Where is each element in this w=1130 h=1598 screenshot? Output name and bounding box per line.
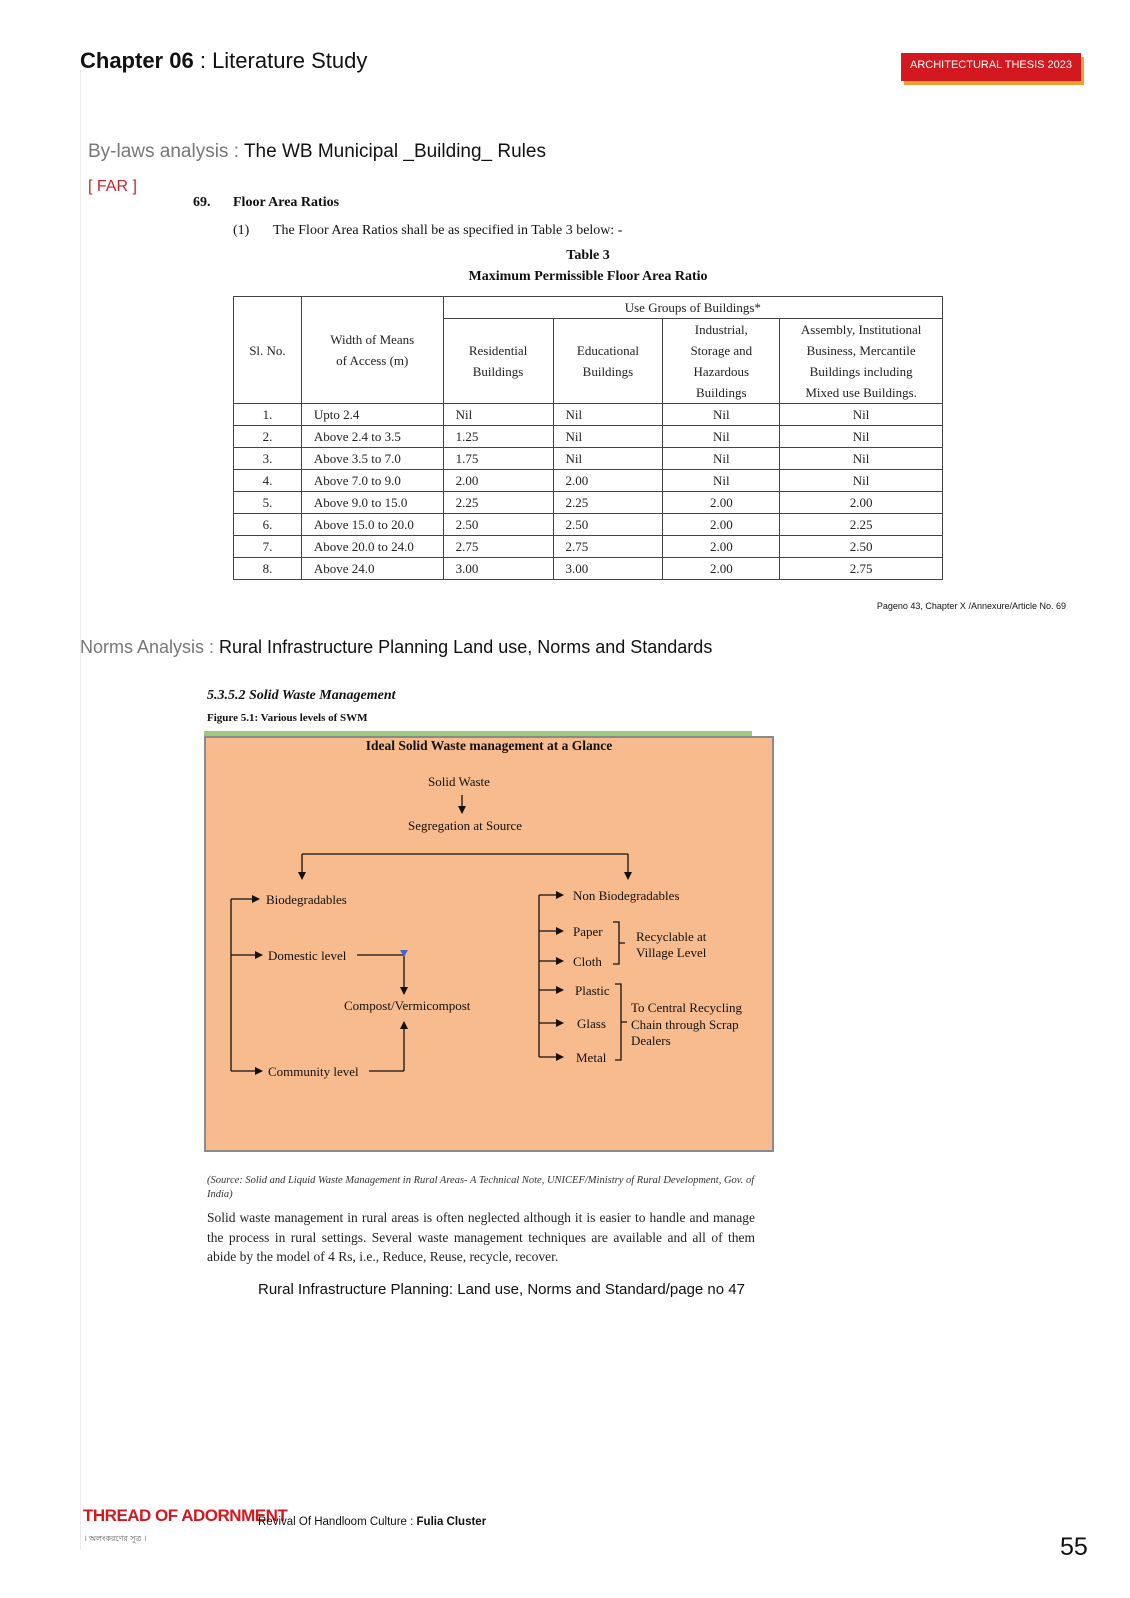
bylaws-heading: By-laws analysis : The WB Municipal _Building_ Rules: [88, 141, 546, 162]
table-cell: Nil: [553, 448, 663, 470]
node-paper: Paper: [573, 924, 603, 939]
node-community: Community level: [268, 1064, 359, 1079]
table-cell: 2.75: [780, 558, 943, 580]
table-cell: 3.00: [443, 558, 553, 580]
table-cell: 2.: [234, 426, 302, 448]
logo-subtitle: । অলংকরণের সূত্র ।: [84, 1534, 147, 1543]
table-cell: 1.25: [443, 426, 553, 448]
table-cell: Above 7.0 to 9.0: [301, 470, 443, 492]
thesis-badge: ARCHITECTURAL THESIS 2023: [901, 53, 1081, 81]
node-segregation: Segregation at Source: [408, 818, 523, 833]
far-table: [233, 296, 943, 580]
table-cell: Upto 2.4: [301, 404, 443, 426]
table-cell: Nil: [553, 426, 663, 448]
table-cell: Nil: [443, 404, 553, 426]
table-cell: 2.00: [663, 536, 780, 558]
rule-number: 69.: [193, 195, 211, 210]
swm-section-title: 5.3.5.2 Solid Waste Management: [207, 688, 396, 703]
table-cell: Nil: [663, 426, 780, 448]
table-cell: 2.25: [443, 492, 553, 514]
central-recycling-brace: [615, 984, 627, 1060]
col-header-educational: Educational Buildings: [553, 319, 663, 404]
table-row: [234, 426, 943, 448]
node-glass: Glass: [577, 1016, 606, 1031]
clause-number: (1): [233, 223, 250, 238]
table-cell: 2.50: [780, 536, 943, 558]
table-cell: 5.: [234, 492, 302, 514]
node-compost: Compost/Vermicompost: [344, 998, 471, 1013]
page-number: 55: [1060, 1533, 1088, 1561]
table-row: [234, 404, 943, 426]
node-cloth: Cloth: [573, 954, 602, 969]
table-cell: 3.: [234, 448, 302, 470]
table-cell: Nil: [780, 470, 943, 492]
table-cell: 2.75: [443, 536, 553, 558]
node-solid-waste: Solid Waste: [428, 774, 490, 789]
node-biodegradables: Biodegradables: [266, 892, 347, 907]
table-cell: 2.00: [663, 514, 780, 536]
table-cell: 4.: [234, 470, 302, 492]
table-source: Pageno 43, Chapter X /Annexure/Article No. 69: [876, 601, 1066, 611]
table-cell: 6.: [234, 514, 302, 536]
table-cell: Nil: [780, 426, 943, 448]
table-row: [234, 514, 943, 536]
diagram-source-note: (Source: Solid and Liquid Waste Management in Rural Areas- A Technical Note, UNICEF/Ministry of Rural Development, Gov. of India): [207, 1175, 755, 1200]
margin-rule: [80, 70, 81, 1550]
domestic-marker: [400, 950, 408, 957]
recyclable-brace: [613, 922, 625, 964]
rule-title: Floor Area Ratios: [233, 195, 340, 210]
far-table-body: [234, 404, 943, 580]
table-cell: Nil: [780, 448, 943, 470]
table-cell: 1.: [234, 404, 302, 426]
table-cell: 2.00: [663, 492, 780, 514]
table-cell: Above 15.0 to 20.0: [301, 514, 443, 536]
table-row: [234, 448, 943, 470]
swm-figure-label: Figure 5.1: Various levels of SWM: [207, 712, 368, 724]
table-cell: 2.50: [553, 514, 663, 536]
table-cell: 3.00: [553, 558, 663, 580]
table-caption: Maximum Permissible Floor Area Ratio: [468, 269, 708, 284]
node-recyclable: Recyclable at Village Level: [636, 929, 707, 960]
diagram-title: Ideal Solid Waste management at a Glance: [365, 738, 613, 753]
table-cell: Nil: [553, 404, 663, 426]
sl-header: Sl. No.: [234, 297, 302, 404]
table-cell: Nil: [663, 470, 780, 492]
table-cell: 1.75: [443, 448, 553, 470]
col-header-assembly: Assembly, Institutional Business, Mercantile Buildings including Mixed use Buildings.: [780, 319, 943, 404]
norms-page-source: Rural Infrastructure Planning: Land use, Norms and Standard/page no 47: [258, 1281, 745, 1298]
swm-paragraph: Solid waste management in rural areas is often neglected although it is easier to handle and manage the process in rural settings. Several waste management techniques are available and all of them abide by the model of 4 Rs, i.e., Reduce, Reuse, recycle, recover.: [207, 1210, 755, 1264]
table-cell: 2.25: [780, 514, 943, 536]
table-cell: 2.00: [553, 470, 663, 492]
table-cell: 2.00: [663, 558, 780, 580]
table-cell: 2.00: [780, 492, 943, 514]
table-cell: Above 3.5 to 7.0: [301, 448, 443, 470]
clause-text: The Floor Area Ratios shall be as specified in Table 3 below: -: [273, 223, 623, 238]
table-cell: Nil: [780, 404, 943, 426]
table-cell: Above 2.4 to 3.5: [301, 426, 443, 448]
table-row: [234, 470, 943, 492]
table-cell: Nil: [663, 448, 780, 470]
width-header: Width of Means of Access (m): [301, 297, 443, 404]
chapter-title: Chapter 06 : Literature Study: [80, 48, 368, 73]
thread-of-adornment-logo: THREAD OF ADORNMENT: [83, 1506, 288, 1525]
table-row: [234, 558, 943, 580]
table-cell: 2.25: [553, 492, 663, 514]
table-cell: Above 9.0 to 15.0: [301, 492, 443, 514]
table-row: [234, 536, 943, 558]
table-cell: 7.: [234, 536, 302, 558]
table-cell: 2.00: [443, 470, 553, 492]
norms-heading: Norms Analysis : Rural Infrastructure Planning Land use, Norms and Standards: [80, 637, 713, 657]
table-label: Table 3: [566, 248, 610, 263]
col-header-industrial: Industrial, Storage and Hazardous Buildings: [663, 319, 780, 404]
node-non-bio: Non Biodegradables: [573, 888, 680, 903]
table-cell: Above 24.0: [301, 558, 443, 580]
table-cell: 2.50: [443, 514, 553, 536]
node-plastic: Plastic: [575, 983, 610, 998]
table-row: [234, 492, 943, 514]
col-header-residential: Residential Buildings: [443, 319, 553, 404]
node-central-recycling: To Central Recycling Chain through Scrap Dealers: [631, 1000, 743, 1048]
table-cell: Nil: [663, 404, 780, 426]
table-cell: 8.: [234, 558, 302, 580]
swm-diagram: [204, 736, 774, 1152]
far-tag: [ FAR ]: [88, 178, 137, 195]
use-groups-header: Use Groups of Buildings*: [443, 297, 942, 319]
table-cell: Above 20.0 to 24.0: [301, 536, 443, 558]
node-domestic: Domestic level: [268, 948, 347, 963]
node-metal: Metal: [576, 1050, 607, 1065]
footer-project: Revival Of Handloom Culture : Fulia Cluster: [258, 1516, 487, 1528]
table-cell: 2.75: [553, 536, 663, 558]
